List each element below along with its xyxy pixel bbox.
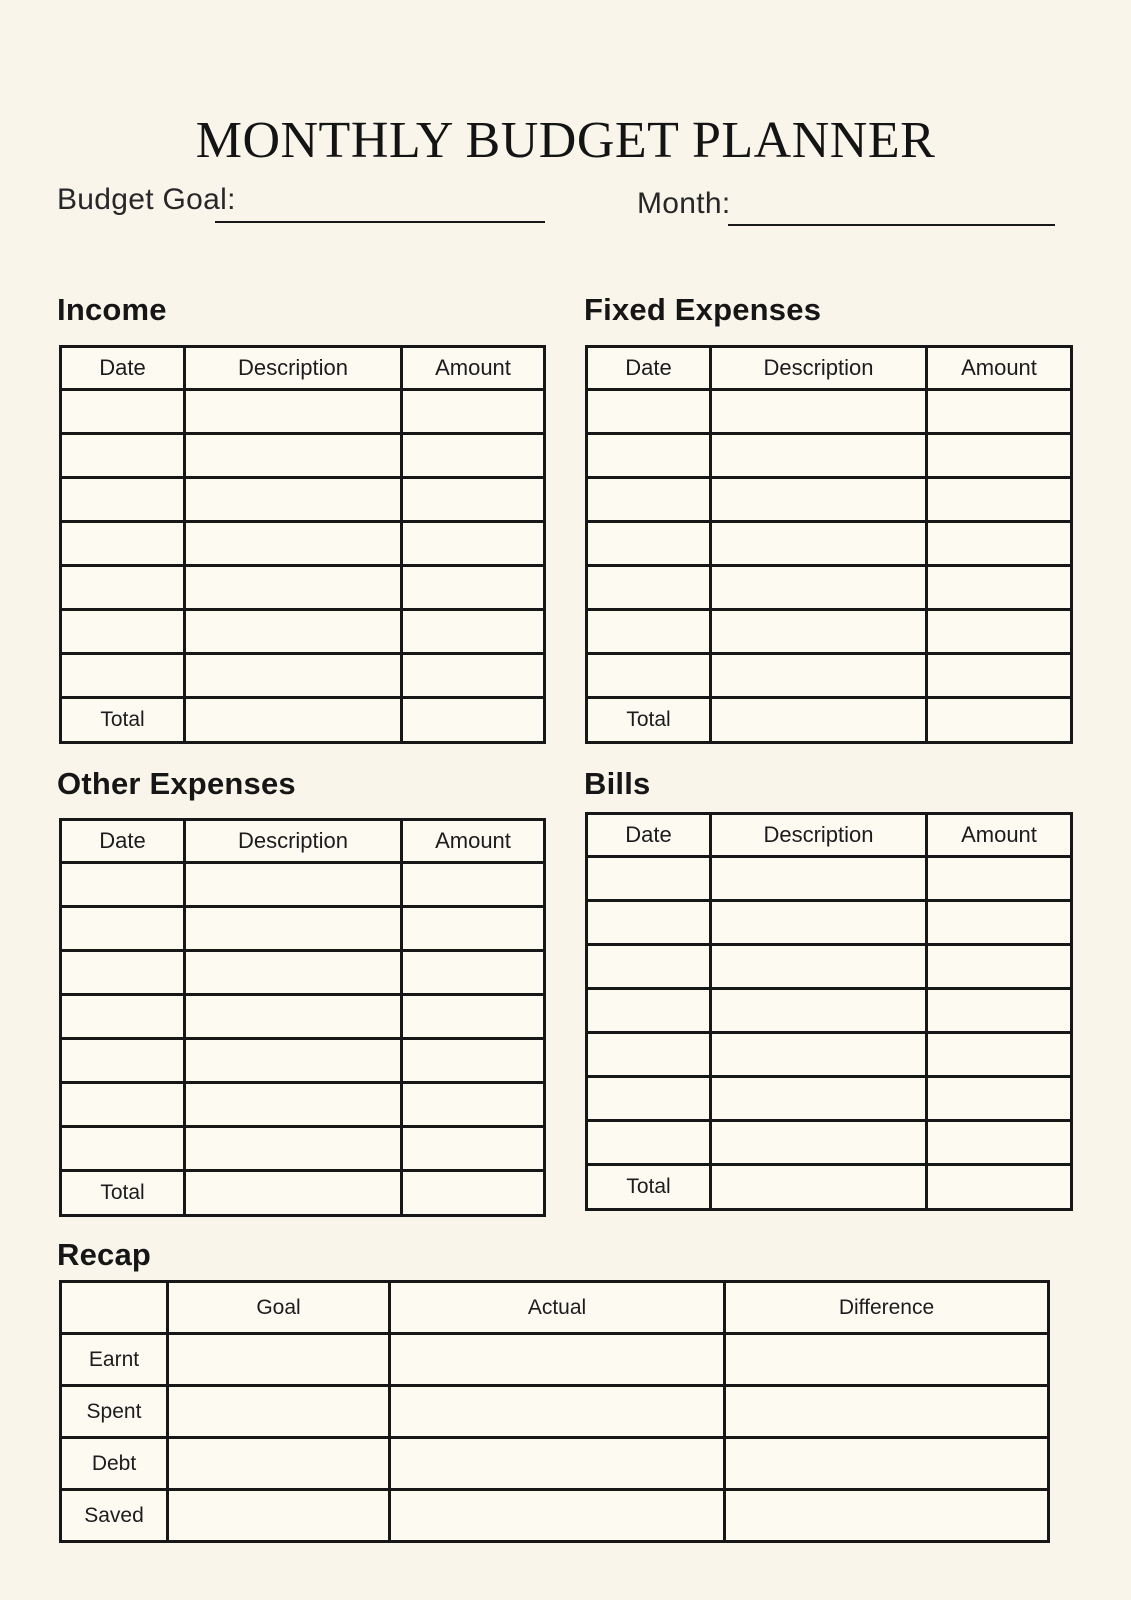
empty-cell bbox=[587, 478, 711, 522]
empty-cell bbox=[402, 907, 545, 951]
empty-cell bbox=[61, 951, 185, 995]
total-row bbox=[587, 1165, 1072, 1210]
empty-row bbox=[61, 1039, 545, 1083]
empty-cell bbox=[185, 390, 402, 434]
empty-cell bbox=[185, 610, 402, 654]
empty-cell bbox=[587, 610, 711, 654]
empty-cell bbox=[61, 390, 185, 434]
empty-cell bbox=[61, 566, 185, 610]
goal-cell bbox=[168, 1386, 390, 1438]
empty-cell bbox=[402, 995, 545, 1039]
total-description-cell bbox=[711, 1165, 927, 1210]
empty-row bbox=[61, 522, 545, 566]
empty-row bbox=[61, 478, 545, 522]
empty-cell bbox=[711, 857, 927, 901]
header-row bbox=[61, 820, 545, 863]
empty-cell bbox=[711, 566, 927, 610]
empty-cell bbox=[402, 478, 545, 522]
empty-row bbox=[61, 610, 545, 654]
empty-cell bbox=[927, 522, 1072, 566]
empty-cell bbox=[587, 901, 711, 945]
total-amount-cell bbox=[927, 698, 1072, 743]
empty-cell bbox=[402, 610, 545, 654]
empty-cell bbox=[587, 434, 711, 478]
column-header-actual: Actual bbox=[390, 1282, 725, 1334]
total-label: Total bbox=[587, 698, 711, 743]
difference-cell bbox=[725, 1490, 1049, 1542]
recap-heading: Recap bbox=[57, 1237, 152, 1272]
difference-cell bbox=[725, 1438, 1049, 1490]
budget-goal-label: Budget Goal: bbox=[57, 183, 236, 216]
empty-row bbox=[61, 907, 545, 951]
empty-cell bbox=[61, 907, 185, 951]
total-row bbox=[587, 698, 1072, 743]
column-header-amount: Amount bbox=[402, 820, 545, 863]
empty-cell bbox=[61, 1127, 185, 1171]
empty-row bbox=[587, 478, 1072, 522]
empty-cell bbox=[185, 951, 402, 995]
empty-row bbox=[61, 1083, 545, 1127]
fixed-expenses-heading: Fixed Expenses bbox=[584, 292, 822, 327]
column-header-description: Description bbox=[711, 347, 927, 390]
bills-table bbox=[585, 812, 1073, 1211]
empty-cell bbox=[587, 857, 711, 901]
empty-cell bbox=[185, 434, 402, 478]
empty-row bbox=[587, 434, 1072, 478]
total-label: Total bbox=[61, 1171, 185, 1216]
empty-cell bbox=[402, 434, 545, 478]
empty-cell bbox=[587, 1121, 711, 1165]
column-header-description: Description bbox=[711, 814, 927, 857]
column-header-date: Date bbox=[61, 820, 185, 863]
total-label: Total bbox=[587, 1165, 711, 1210]
empty-cell bbox=[185, 654, 402, 698]
empty-cell bbox=[587, 390, 711, 434]
difference-cell bbox=[725, 1386, 1049, 1438]
column-header-date: Date bbox=[587, 347, 711, 390]
column-header-date: Date bbox=[61, 347, 185, 390]
month-line bbox=[728, 224, 1055, 226]
total-amount-cell bbox=[402, 698, 545, 743]
empty-cell bbox=[711, 945, 927, 989]
recap-corner-cell bbox=[61, 1282, 168, 1334]
empty-row bbox=[61, 863, 545, 907]
empty-cell bbox=[61, 995, 185, 1039]
total-description-cell bbox=[185, 698, 402, 743]
empty-cell bbox=[927, 989, 1072, 1033]
empty-cell bbox=[927, 654, 1072, 698]
difference-cell bbox=[725, 1334, 1049, 1386]
empty-cell bbox=[927, 434, 1072, 478]
actual-cell bbox=[390, 1490, 725, 1542]
actual-cell bbox=[390, 1334, 725, 1386]
empty-cell bbox=[927, 945, 1072, 989]
recap-row-spent bbox=[61, 1386, 1049, 1438]
empty-row bbox=[587, 857, 1072, 901]
recap-table bbox=[59, 1280, 1050, 1543]
column-header-amount: Amount bbox=[402, 347, 545, 390]
empty-cell bbox=[61, 434, 185, 478]
empty-cell bbox=[185, 1039, 402, 1083]
empty-row bbox=[61, 951, 545, 995]
empty-cell bbox=[587, 1033, 711, 1077]
empty-cell bbox=[61, 863, 185, 907]
total-amount-cell bbox=[927, 1165, 1072, 1210]
recap-header-row bbox=[61, 1282, 1049, 1334]
empty-row bbox=[587, 945, 1072, 989]
other-expenses-table bbox=[59, 818, 546, 1217]
empty-cell bbox=[927, 478, 1072, 522]
empty-cell bbox=[927, 610, 1072, 654]
goal-cell bbox=[168, 1334, 390, 1386]
empty-row bbox=[587, 1033, 1072, 1077]
empty-row bbox=[61, 1127, 545, 1171]
empty-cell bbox=[927, 1121, 1072, 1165]
empty-row bbox=[61, 434, 545, 478]
empty-row bbox=[587, 654, 1072, 698]
recap-row-debt bbox=[61, 1438, 1049, 1490]
empty-row bbox=[61, 390, 545, 434]
empty-cell bbox=[927, 566, 1072, 610]
recap-row-label: Debt bbox=[61, 1438, 168, 1490]
empty-row bbox=[587, 1077, 1072, 1121]
empty-cell bbox=[587, 654, 711, 698]
empty-cell bbox=[587, 989, 711, 1033]
column-header-amount: Amount bbox=[927, 347, 1072, 390]
empty-cell bbox=[61, 1039, 185, 1083]
empty-cell bbox=[402, 654, 545, 698]
empty-cell bbox=[587, 522, 711, 566]
page-title: MONTHLY BUDGET PLANNER bbox=[195, 111, 936, 169]
column-header-date: Date bbox=[587, 814, 711, 857]
empty-row bbox=[61, 566, 545, 610]
budget-goal-line bbox=[215, 221, 545, 223]
empty-cell bbox=[402, 566, 545, 610]
empty-cell bbox=[711, 1077, 927, 1121]
empty-cell bbox=[711, 989, 927, 1033]
goal-cell bbox=[168, 1438, 390, 1490]
empty-cell bbox=[711, 434, 927, 478]
empty-cell bbox=[185, 907, 402, 951]
empty-row bbox=[587, 390, 1072, 434]
recap-row-saved bbox=[61, 1490, 1049, 1542]
header-row bbox=[587, 814, 1072, 857]
empty-cell bbox=[185, 1083, 402, 1127]
empty-row bbox=[587, 610, 1072, 654]
header-row bbox=[61, 347, 545, 390]
empty-cell bbox=[711, 610, 927, 654]
empty-cell bbox=[587, 945, 711, 989]
total-label: Total bbox=[61, 698, 185, 743]
total-description-cell bbox=[711, 698, 927, 743]
empty-cell bbox=[711, 1033, 927, 1077]
column-header-goal: Goal bbox=[168, 1282, 390, 1334]
empty-cell bbox=[185, 995, 402, 1039]
column-header-amount: Amount bbox=[927, 814, 1072, 857]
empty-cell bbox=[711, 1121, 927, 1165]
actual-cell bbox=[390, 1386, 725, 1438]
empty-row bbox=[61, 654, 545, 698]
column-header-description: Description bbox=[185, 820, 402, 863]
empty-cell bbox=[587, 566, 711, 610]
empty-cell bbox=[402, 1127, 545, 1171]
empty-row bbox=[587, 989, 1072, 1033]
empty-cell bbox=[927, 1033, 1072, 1077]
empty-cell bbox=[185, 566, 402, 610]
empty-row bbox=[587, 901, 1072, 945]
empty-cell bbox=[927, 390, 1072, 434]
other-expenses-heading: Other Expenses bbox=[57, 766, 296, 801]
bills-heading: Bills bbox=[584, 766, 651, 801]
recap-row-earnt bbox=[61, 1334, 1049, 1386]
column-header-difference: Difference bbox=[725, 1282, 1049, 1334]
recap-row-label: Earnt bbox=[61, 1334, 168, 1386]
income-heading: Income bbox=[57, 292, 167, 327]
empty-cell bbox=[402, 951, 545, 995]
empty-cell bbox=[61, 1083, 185, 1127]
recap-row-label: Saved bbox=[61, 1490, 168, 1542]
empty-cell bbox=[402, 522, 545, 566]
empty-cell bbox=[927, 1077, 1072, 1121]
total-amount-cell bbox=[402, 1171, 545, 1216]
empty-cell bbox=[61, 522, 185, 566]
empty-cell bbox=[61, 610, 185, 654]
empty-cell bbox=[711, 522, 927, 566]
income-table bbox=[59, 345, 546, 744]
empty-cell bbox=[711, 654, 927, 698]
empty-cell bbox=[185, 522, 402, 566]
empty-row bbox=[61, 995, 545, 1039]
fixed-expenses-table bbox=[585, 345, 1073, 744]
header-row bbox=[587, 347, 1072, 390]
total-row bbox=[61, 698, 545, 743]
column-header-description: Description bbox=[185, 347, 402, 390]
empty-cell bbox=[61, 654, 185, 698]
total-row bbox=[61, 1171, 545, 1216]
empty-row bbox=[587, 1121, 1072, 1165]
empty-cell bbox=[927, 901, 1072, 945]
empty-row bbox=[587, 566, 1072, 610]
empty-cell bbox=[185, 863, 402, 907]
empty-cell bbox=[402, 1039, 545, 1083]
empty-cell bbox=[402, 863, 545, 907]
total-description-cell bbox=[185, 1171, 402, 1216]
empty-row bbox=[587, 522, 1072, 566]
empty-cell bbox=[402, 390, 545, 434]
empty-cell bbox=[402, 1083, 545, 1127]
empty-cell bbox=[185, 478, 402, 522]
empty-cell bbox=[61, 478, 185, 522]
actual-cell bbox=[390, 1438, 725, 1490]
empty-cell bbox=[587, 1077, 711, 1121]
month-label: Month: bbox=[637, 187, 731, 220]
empty-cell bbox=[711, 901, 927, 945]
empty-cell bbox=[711, 478, 927, 522]
empty-cell bbox=[185, 1127, 402, 1171]
goal-cell bbox=[168, 1490, 390, 1542]
empty-cell bbox=[711, 390, 927, 434]
empty-cell bbox=[927, 857, 1072, 901]
recap-row-label: Spent bbox=[61, 1386, 168, 1438]
